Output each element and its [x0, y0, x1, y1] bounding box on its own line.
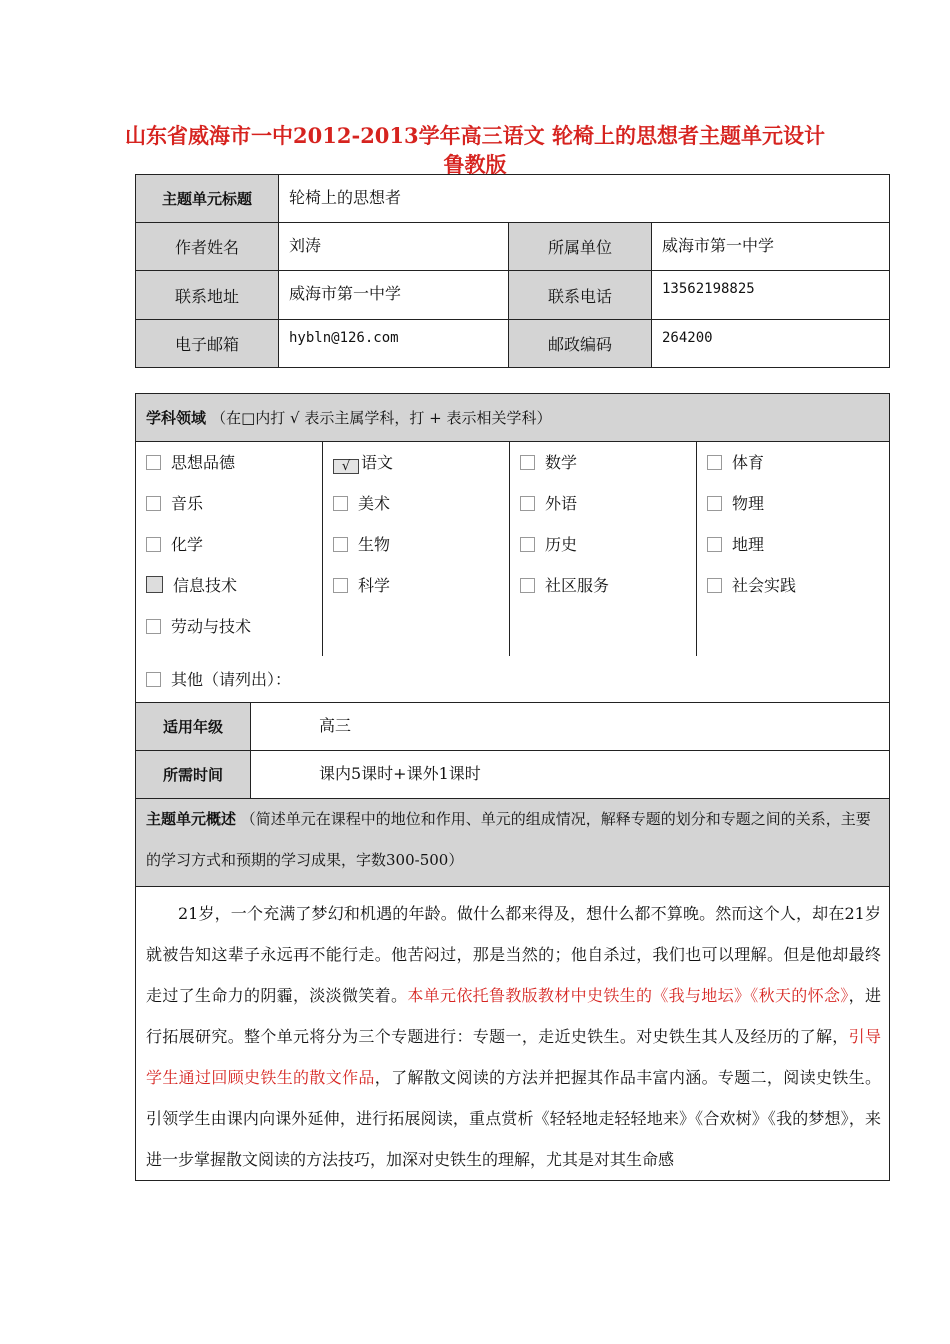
topic-value: 轮椅上的思想者: [279, 175, 890, 223]
address-label: 联系地址: [136, 271, 279, 320]
subject-item[interactable]: 历史: [510, 524, 696, 565]
topic-label: 主题单元标题: [136, 175, 279, 223]
subject-item[interactable]: 信息技术: [136, 565, 322, 606]
overview-header: [136, 799, 890, 887]
info-table: [135, 174, 890, 368]
subject-item[interactable]: 美术: [323, 483, 509, 524]
checkbox-icon[interactable]: [707, 496, 722, 511]
subject-item[interactable]: 科学: [323, 565, 509, 606]
overview-label: 主题单元概述: [146, 810, 237, 828]
checkbox-icon[interactable]: [146, 496, 161, 511]
subject-col-3: [510, 442, 697, 656]
subject-table: [135, 393, 890, 1181]
checkbox-icon[interactable]: [520, 455, 535, 470]
subject-item[interactable]: 地理: [697, 524, 889, 565]
subject-other[interactable]: 其他（请列出）：: [136, 656, 890, 703]
overview-note: （简述单元在课程中的地位和作用、单元的组成情况，解释专题的划分和专题之间的关系，主要的学习方式和预期的学习成果，字数300-500）: [146, 810, 871, 869]
phone-label: 联系电话: [509, 271, 652, 320]
checkbox-icon[interactable]: [146, 576, 163, 593]
checkbox-icon[interactable]: [520, 496, 535, 511]
overview-body: 21岁，一个充满了梦幻和机遇的年龄。做什么都来得及，想什么都不算晚。然而这个人，却在21岁就被告知这辈子永远再不能行走。他苦闷过，那是当然的；他自杀过，我们也可以理解。但是他却最终走过了生命力的阴霾，淡淡微笑着。本单元依托鲁教版教材中史铁生的《我与地坛》《秋天的怀念》，进行拓展研究。整个单元将分为三个专题进行：专题一，走近史铁生。对史铁生其人及经历的了解，引导学生通过回顾史铁生的散文作品，了解散文阅读的方法并把握其作品丰富内涵。专题二，阅读史铁生。引领学生由课内向课外延伸，进行拓展阅读，重点赏析《轻轻地走轻轻地来》《合欢树》《我的梦想》，来进一步掌握散文阅读的方法技巧，加深对史铁生的理解，尤其是对其生命感: [136, 887, 890, 1181]
subject-col-4: [697, 442, 890, 656]
email-value: hybln@126.com: [279, 320, 509, 368]
address-value: 威海市第一中学: [279, 271, 509, 320]
grade-value: 高三: [319, 716, 352, 735]
checkbox-icon[interactable]: [146, 537, 161, 552]
subject-header: [136, 394, 890, 442]
subject-item[interactable]: 体育: [697, 442, 889, 483]
subject-item[interactable]: 外语: [510, 483, 696, 524]
email-label: 电子邮箱: [136, 320, 279, 368]
document-title: 山东省威海市一中2012-2013学年高三语文 轮椅上的思想者主题单元设计 鲁教版: [125, 123, 825, 177]
subject-item[interactable]: 思想品德: [136, 442, 322, 483]
author-value: 刘涛: [279, 223, 509, 271]
subject-item[interactable]: 社区服务: [510, 565, 696, 606]
checkbox-icon[interactable]: [520, 537, 535, 552]
checkbox-icon[interactable]: [146, 455, 161, 470]
unit-value: 威海市第一中学: [652, 223, 890, 271]
subject-col-1: [136, 442, 323, 656]
checked-checkbox-icon[interactable]: √: [333, 459, 359, 474]
checkbox-icon[interactable]: [333, 537, 348, 552]
subject-item[interactable]: 生物: [323, 524, 509, 565]
subject-header-label: 学科领域: [146, 409, 207, 427]
phone-value: 13562198825: [652, 271, 890, 320]
grade-label: 适用年级: [136, 703, 251, 750]
checkbox-icon[interactable]: [146, 672, 161, 687]
subject-item-checked[interactable]: √ 语文: [323, 442, 509, 483]
postcode-label: 邮政编码: [509, 320, 652, 368]
subject-item[interactable]: 物理: [697, 483, 889, 524]
checkbox-icon[interactable]: [707, 578, 722, 593]
checkbox-icon[interactable]: [707, 537, 722, 552]
subject-col-2: [323, 442, 510, 656]
subject-header-note: （在□内打 √ 表示主属学科，打 + 表示相关学科）: [211, 409, 552, 427]
subject-item[interactable]: 音乐: [136, 483, 322, 524]
subject-item[interactable]: 劳动与技术: [136, 606, 322, 647]
checkbox-icon[interactable]: [333, 496, 348, 511]
author-label: 作者姓名: [136, 223, 279, 271]
time-value: 课内5课时+课外1课时: [319, 764, 481, 783]
checkbox-icon[interactable]: [146, 619, 161, 634]
subject-item[interactable]: 社会实践: [697, 565, 889, 606]
checkbox-icon[interactable]: [707, 455, 722, 470]
checkbox-icon[interactable]: [333, 578, 348, 593]
postcode-value: 264200: [652, 320, 890, 368]
subject-item[interactable]: 化学: [136, 524, 322, 565]
subject-item[interactable]: 数学: [510, 442, 696, 483]
unit-label: 所属单位: [509, 223, 652, 271]
time-label: 所需时间: [136, 751, 251, 798]
checkbox-icon[interactable]: [520, 578, 535, 593]
